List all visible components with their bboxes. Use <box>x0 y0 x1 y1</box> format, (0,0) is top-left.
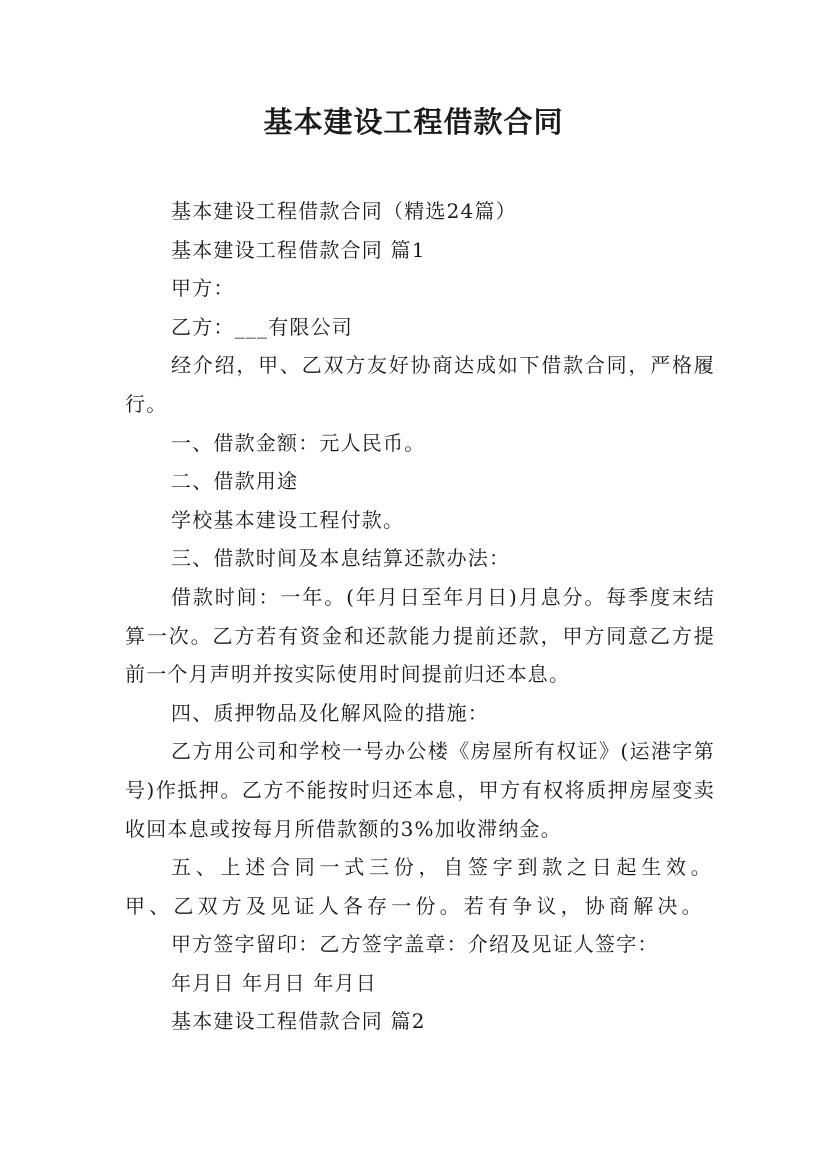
paragraph-party-a: 甲方： <box>171 276 235 301</box>
paragraph-signatures: 甲方签字留印：乙方签字盖章：介绍及见证人签字： <box>171 932 659 957</box>
paragraph-section-heading: 基本建设工程借款合同 篇1 <box>171 237 426 262</box>
document-title: 基本建设工程借款合同 <box>263 105 564 139</box>
paragraph-collateral-terms: 乙方用公司和学校一号办公楼《房屋所有权证》(运港字第号)作抵押。乙方不能按时归还本息，甲方有权将质押房屋变卖收回本息或按每月所借款额的3%加收滞纳金。 <box>125 739 715 841</box>
paragraph-loan-purpose: 学校基本建设工程付款。 <box>171 507 405 532</box>
paragraph-dates: 年月日 年月日 年月日 <box>171 970 377 995</box>
paragraph-subtitle: 基本建设工程借款合同（精选24篇） <box>171 199 517 223</box>
paragraph-loan-amount: 一、借款金额：元人民币。 <box>171 430 426 455</box>
document-body <box>125 192 715 1041</box>
paragraph-introduction: 经介绍，甲、乙双方友好协商达成如下借款合同，严格履行。 <box>125 353 715 416</box>
paragraph-repayment-heading: 三、借款时间及本息结算还款办法： <box>171 546 511 571</box>
paragraph-collateral-heading: 四、质押物品及化解风险的措施： <box>171 700 489 725</box>
paragraph-party-b: 乙方：___有限公司 <box>171 314 353 339</box>
paragraph-loan-purpose-heading: 二、借款用途 <box>171 469 299 494</box>
paragraph-effectiveness: 五、上述合同一式三份，自签字到款之日起生效。甲、乙双方及见证人各存一份。若有争议，协商解决。 <box>125 855 715 918</box>
paragraph-repayment-terms: 借款时间：一年。(年月日至年月日)月息分。每季度末结算一次。乙方若有资金和还款能力提前还款，甲方同意乙方提前一个月声明并按实际使用时间提前归还本息。 <box>125 584 715 687</box>
paragraph-next-section-heading: 基本建设工程借款合同 篇2 <box>171 1009 426 1034</box>
